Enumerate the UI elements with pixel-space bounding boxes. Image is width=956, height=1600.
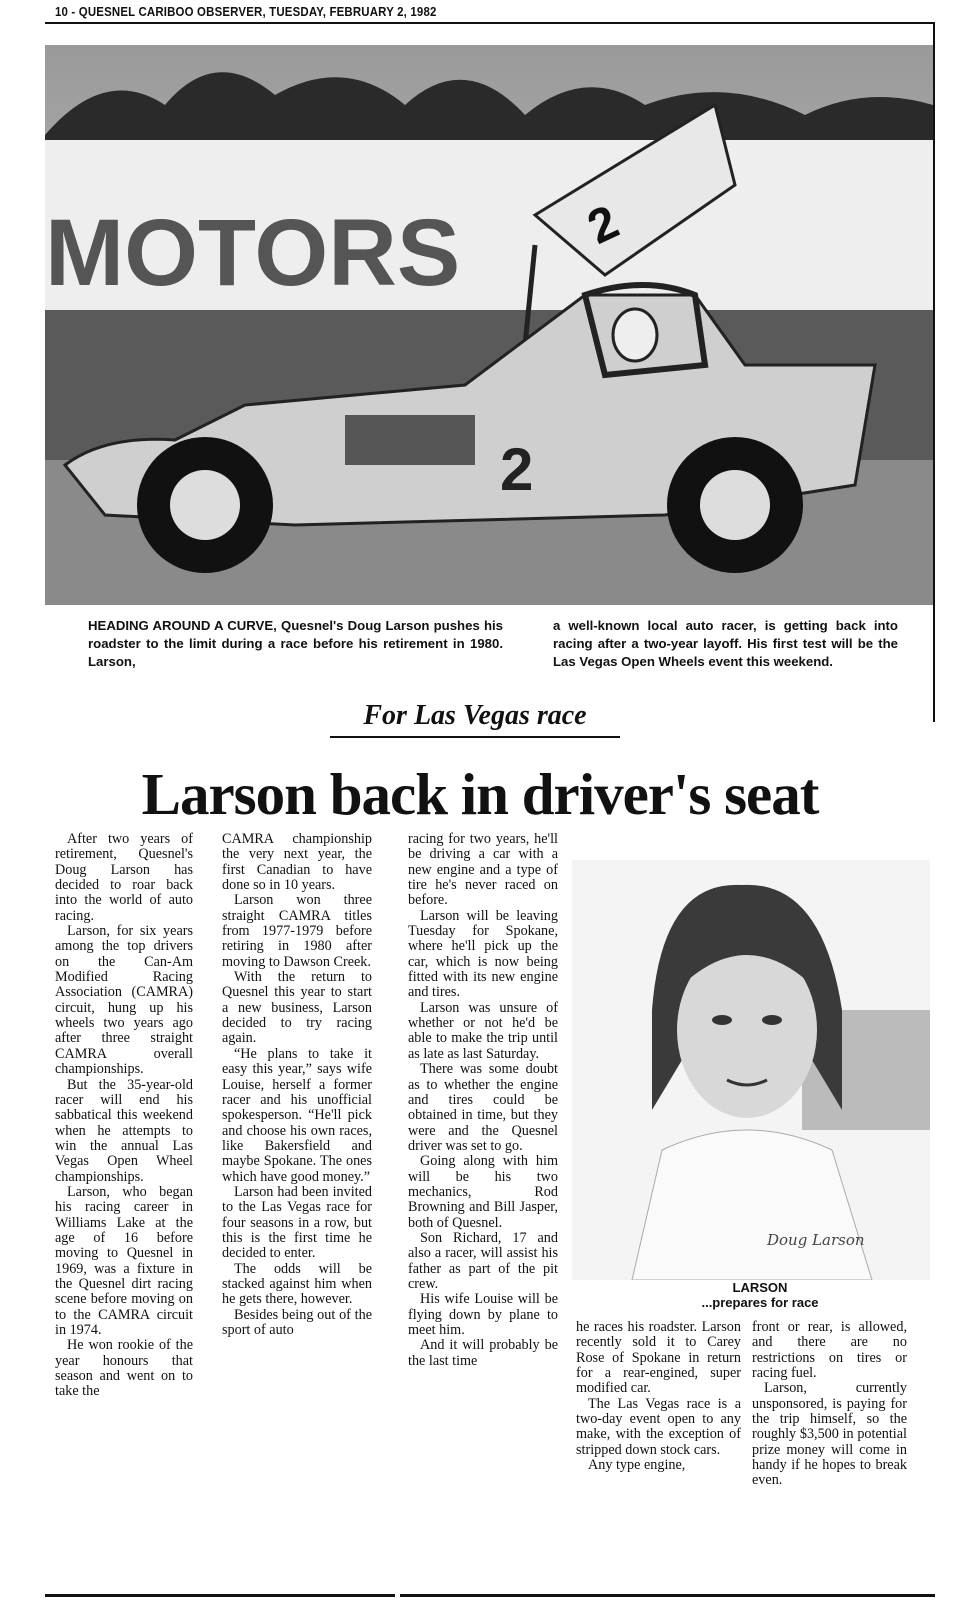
article-paragraph: Larson was unsure of whether or not he'd be able to make the trip until as late as last Saturday. — [408, 999, 558, 1062]
article-column-5 — [752, 1320, 907, 1489]
article-column-1 — [55, 832, 193, 1400]
article-paragraph: His wife Louise will be flying down by plane to meet him. — [408, 1291, 558, 1338]
race-car-photo — [45, 45, 933, 605]
article-paragraph: front or rear, is allowed, and there are no restrictions on tires or racing fuel. — [752, 1319, 907, 1382]
article-paragraph: But the 35-year-old racer will end his sabbatical this weekend when he attempts to win the annual Las Vegas Open Wheel championships. — [55, 1076, 193, 1185]
article-column-4 — [576, 1320, 741, 1473]
billboard-text: MOTORS — [45, 200, 461, 306]
headline: Larson back in driver's seat — [141, 761, 819, 827]
article-paragraph: There was some doubt as to whether the engine and tires could be obtained in time, but they were and the Quesnel driver was set to go. — [408, 1061, 558, 1154]
portrait-caption-title: LARSON — [732, 1280, 788, 1295]
article-paragraph: Larson had been invited to the Las Vegas race for four seasons in a row, but this is the first time he decided to enter. — [222, 1183, 372, 1262]
article-paragraph: He won rookie of the year honours that season and went on to take the — [55, 1337, 193, 1400]
article-paragraph: he races his roadster. Larson recently sold it to Carey Rose of Spokane in return for a rear-engined, super modified car. — [576, 1319, 741, 1397]
article-paragraph: Larson, currently unsponsored, is paying for the trip himself, so the roughly $3,500 in potential prize money will come in handy if he hopes to break even. — [752, 1380, 907, 1489]
article-paragraph: Son Richard, 17 and also a racer, will assist his father as part of the pit crew. — [408, 1229, 558, 1292]
larson-portrait — [572, 860, 930, 1280]
article-paragraph: Going along with him will be his two mechanics, Rod Browning and Bill Jasper, both of Quesnel. — [408, 1153, 558, 1231]
article-paragraph: The odds will be stacked against him when he gets there, however. — [222, 1260, 372, 1308]
article-paragraph: Larson will be leaving Tuesday for Spokane, where he'll pick up the car, which is now being fitted with its new engine and tires. — [408, 907, 558, 1001]
article-column-3 — [408, 832, 558, 1369]
article-paragraph: racing for two years, he'll be driving a car with a new engine and a type of tire he's never raced on before. — [408, 831, 558, 909]
article-paragraph: And it will probably be the last time — [408, 1337, 558, 1369]
right-rule — [933, 22, 935, 722]
kicker: For Las Vegas race — [330, 700, 620, 738]
article-paragraph: The Las Vegas race is a two-day event open to any make, with the exception of stripped down stock cars. — [576, 1395, 741, 1458]
article-paragraph: “He plans to take it easy this year,” says wife Louise, herself a former racer and his unofficial spokesperson. “He'll pick and choose his own races, like Bakersfield and maybe Spokane. The ones which have good money.” — [222, 1045, 372, 1185]
bottom-rule — [45, 1594, 395, 1597]
bottom-rule — [400, 1594, 935, 1597]
article-paragraph: Larson, who began his racing career in Williams Lake at the age of 16 before moving to Quesnel in 1969, was a fixture in the Quesnel dirt racing scene before moving on to the CAMRA circuit in 1974. — [55, 1183, 193, 1338]
article-paragraph: With the return to Quesnel this year to start a new business, Larson decided to try racing again. — [222, 969, 372, 1047]
article-paragraph: Larson, for six years among the top drivers on the Can-Am Modified Racing Association (CAMRA) circuit, hung up his wheels two years ago after three straight CAMRA overall championships. — [55, 923, 193, 1078]
portrait-caption-sub: ...prepares for race — [701, 1295, 819, 1310]
article-paragraph: Any type engine, — [588, 1457, 686, 1474]
page-folio: 10 - QUESNEL CARIBOO OBSERVER, TUESDAY, FEBRUARY 2, 1982 — [55, 4, 437, 19]
article-paragraph: Larson won three straight CAMRA titles from 1977-1979 before retiring in 1980 after moving to Dawson Creek. — [222, 892, 372, 970]
article-paragraph: CAMRA championship the very next year, the first Canadian to have done so in 10 years. — [222, 831, 372, 894]
wing-number: 2 — [579, 195, 627, 255]
photo-caption-left: HEADING AROUND A CURVE, Quesnel's Doug Larson pushes his roadster to the limit during a race before his retirement in 1980. Larson, — [88, 618, 503, 669]
photo-caption-right: a well-known local auto racer, is getting back into racing after a two-year layoff. His first test will be the Las Vegas Open Wheels event this weekend. — [553, 618, 898, 669]
top-rule — [45, 22, 935, 24]
car-number: 2 — [500, 436, 534, 503]
article-paragraph: Besides being out of the sport of auto — [222, 1306, 372, 1338]
signature: Doug Larson — [767, 1231, 865, 1249]
article-column-2 — [222, 832, 372, 1338]
portrait-caption — [600, 1280, 920, 1310]
article-paragraph: After two years of retirement, Quesnel's Doug Larson has decided to roar back into the world of auto racing. — [55, 831, 193, 924]
